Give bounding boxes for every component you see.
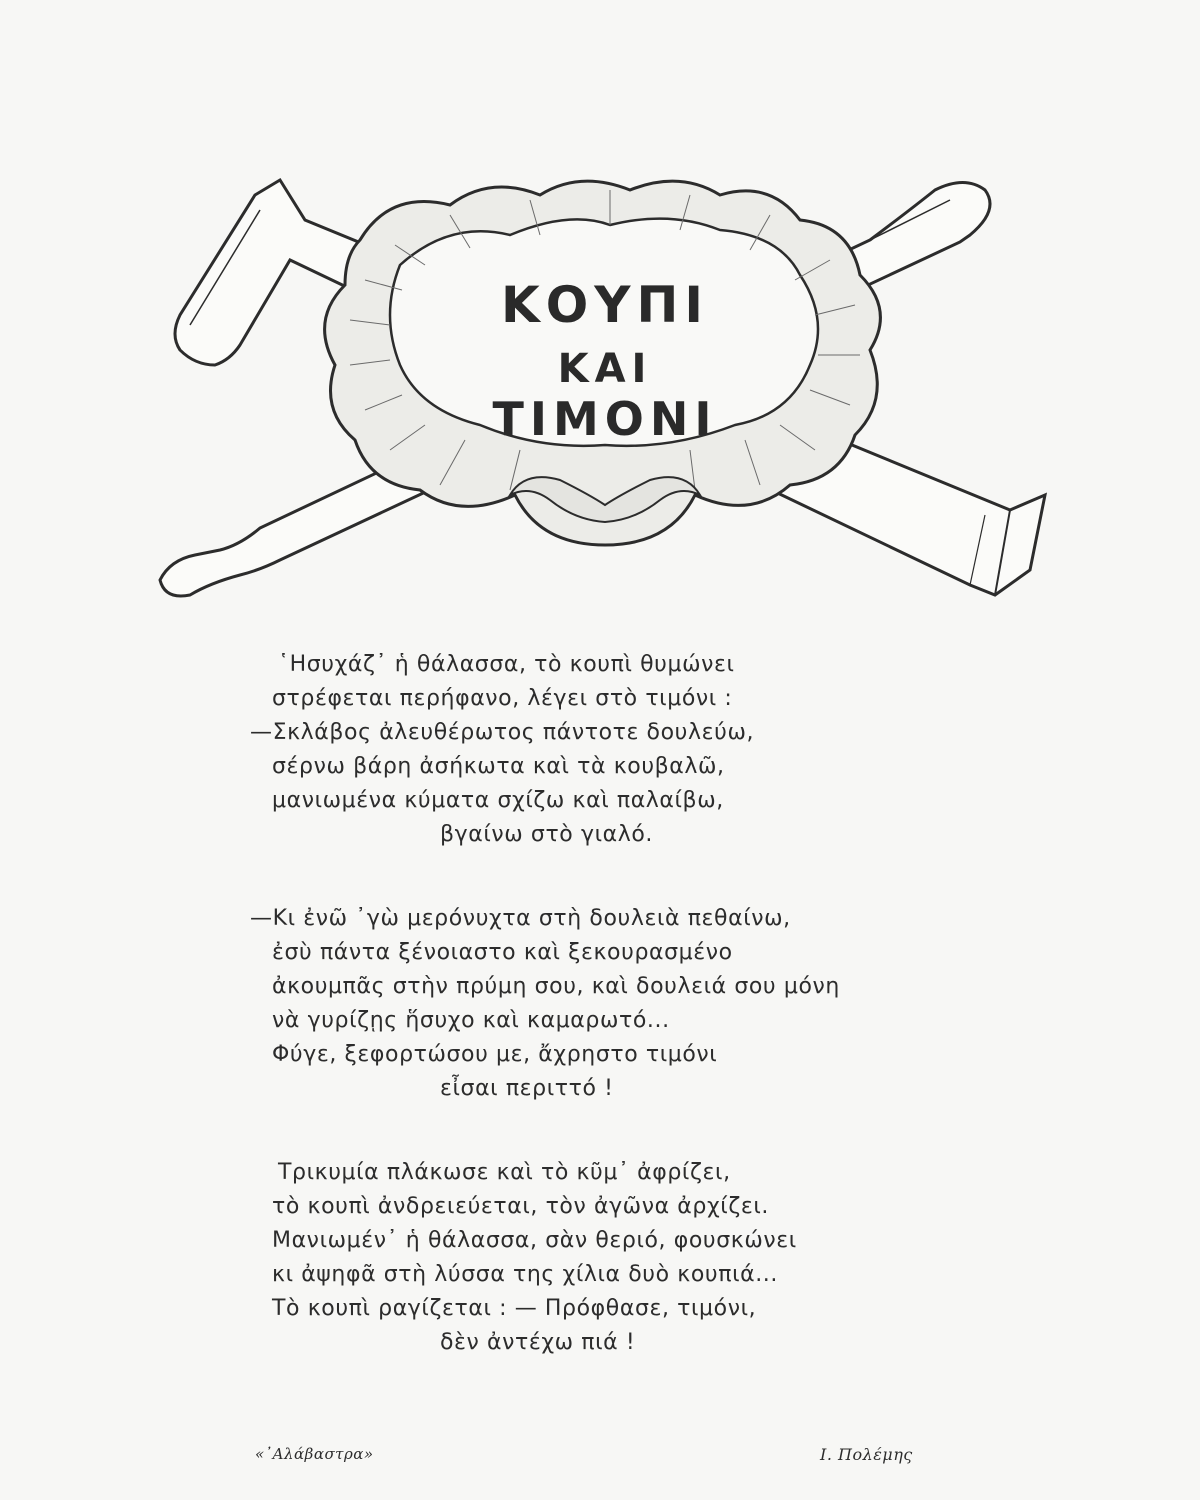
- poem-line: σέρνω βάρη ἀσήκωτα καὶ τὰ κουβαλῶ,: [272, 754, 725, 779]
- poem-line: ῾Ησυχάζ᾿ ἡ θάλασσα, τὸ κουπὶ θυμώνει: [278, 652, 735, 677]
- poem-line: τὸ κουπὶ ἀνδρειεύεται, τὸν ἀγῶνα ἀρχίζει.: [272, 1194, 770, 1219]
- author-name: Ι. Πολέμης: [820, 1445, 913, 1464]
- poem-line: δὲν ἀντέχω πιά !: [440, 1330, 636, 1355]
- poem-line: μανιωμένα κύματα σχίζω καὶ παλαίβω,: [272, 788, 724, 813]
- poem-line: νὰ γυρίζῃς ἥσυχο καὶ καμαρωτό...: [272, 1008, 670, 1033]
- poem-body: [250, 648, 1030, 1410]
- title-line-3: ΤΙΜΟΝΙ: [492, 392, 718, 446]
- footer: [0, 1445, 1200, 1475]
- poem-line: —Κι ἐνῶ ᾿γὼ μερόνυχτα στὴ δουλειὰ πεθαίνω,: [250, 906, 791, 931]
- stanza-2: [250, 902, 1030, 1106]
- poem-line: εἶσαι περιττό !: [440, 1076, 614, 1101]
- stanza-3: [250, 1156, 1030, 1360]
- source-title: «᾿Αλάβαστρα»: [255, 1445, 374, 1463]
- poem-line: κι ἀψηφᾶ στὴ λύσσα της χίλια δυὸ κουπιά...: [272, 1262, 778, 1287]
- poem-line: Μανιωμέν᾿ ἡ θάλασσα, σὰν θεριό, φουσκώνει: [272, 1228, 797, 1253]
- poem-line: ἐσὺ πάντα ξένοιαστο καὶ ξεκουρασμένο: [272, 940, 733, 965]
- poem-line: ἀκουμπᾶς στὴν πρύμη σου, καὶ δουλειά σου μόνη: [272, 974, 840, 999]
- poem-line: —Σκλάβος ἀλευθέρωτος πάντοτε δουλεύω,: [250, 720, 755, 745]
- title-illustration: [150, 150, 1060, 620]
- stanza-1: [250, 648, 1030, 852]
- poem-line: Τὸ κουπὶ ραγίζεται : — Πρόφθασε, τιμόνι,: [272, 1296, 757, 1321]
- title-line-2: ΚΑΙ: [557, 346, 653, 392]
- title-line-1: ΚΟΥΠΙ: [501, 276, 709, 334]
- poem-line: βγαίνω στὸ γιαλό.: [440, 822, 653, 847]
- poem-line: Φύγε, ξεφορτώσου με, ἄχρηστο τιμόνι: [272, 1042, 718, 1067]
- poem-line: στρέφεται περήφανο, λέγει στὸ τιμόνι :: [272, 686, 733, 711]
- poem-line: Τρικυμία πλάκωσε καὶ τὸ κῦμ᾿ ἀφρίζει,: [278, 1160, 731, 1185]
